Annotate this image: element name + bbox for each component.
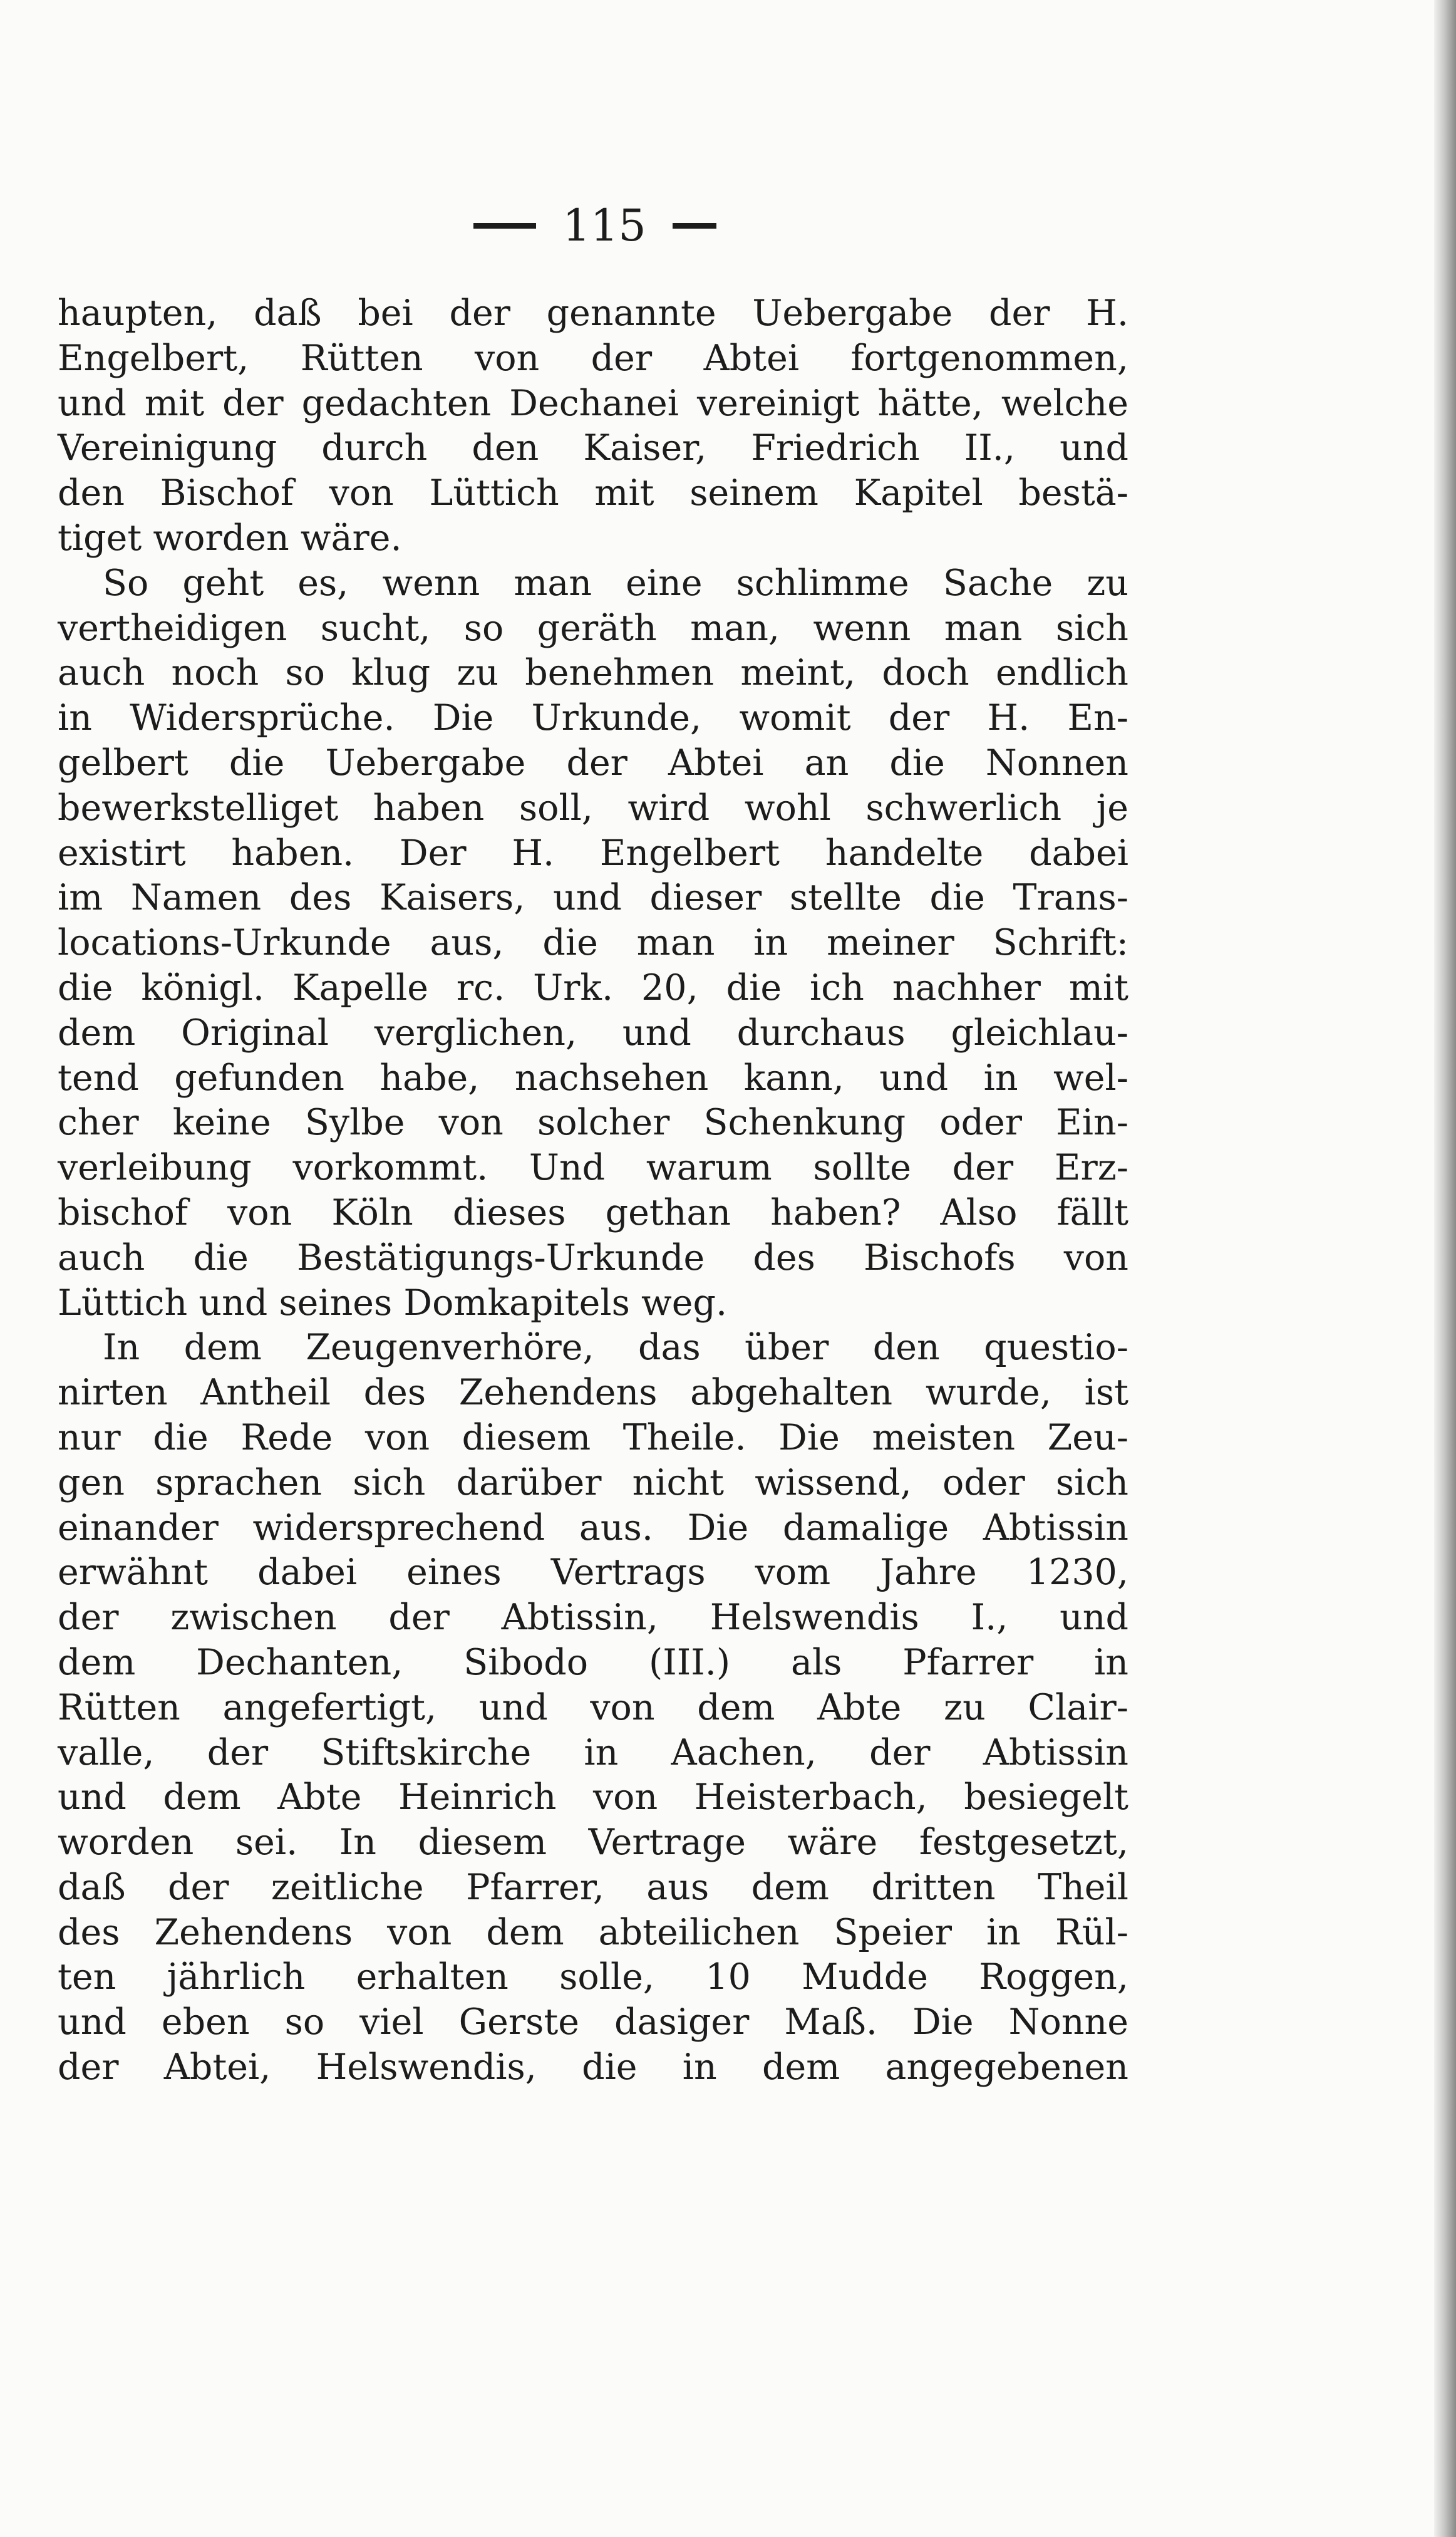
text-line: bewerkstelliget haben soll, wird wohl schwerlich je	[58, 787, 1128, 829]
text-line: auch die Bestätigungs-Urkunde des Bischofs von	[58, 1237, 1128, 1279]
text-line: gelbert die Uebergabe der Abtei an die Nonnen	[58, 742, 1128, 784]
text-line: cher keine Sylbe von solcher Schenkung oder Ein-	[58, 1102, 1128, 1144]
text-line: einander widersprechend aus. Die damalige Abtissin	[58, 1507, 1128, 1549]
text-line: verleibung vorkommt. Und warum sollte der Erz-	[58, 1147, 1128, 1189]
page-number: 115	[562, 200, 646, 251]
header-dash-left	[473, 223, 536, 229]
text-line: daß der zeitliche Pfarrer, aus dem dritten Theil	[58, 1866, 1128, 1908]
text-line: erwähnt dabei eines Vertrags vom Jahre 1230,	[58, 1552, 1128, 1594]
text-line: existirt haben. Der H. Engelbert handelte dabei	[58, 832, 1128, 874]
text-line: vertheidigen sucht, so geräth man, wenn man sich	[58, 607, 1128, 649]
text-line: der zwischen der Abtissin, Helswendis I., und	[58, 1597, 1128, 1639]
page-number-header	[451, 191, 739, 260]
body-text	[58, 291, 1128, 2090]
text-line: locations-Urkunde aus, die man in meiner Schrift:	[58, 922, 1128, 964]
text-line: und eben so viel Gerste dasiger Maß. Die Nonne	[58, 2001, 1128, 2043]
text-line: tiget worden wäre.	[58, 517, 402, 559]
text-line: den Bischof von Lüttich mit seinem Kapitel bestä-	[58, 472, 1128, 514]
text-line: dem Dechanten, Sibodo (III.) als Pfarrer in	[58, 1641, 1128, 1683]
text-line: des Zehendens von dem abteilichen Speier in Rül-	[58, 1911, 1128, 1953]
page-edge-shadow	[1434, 0, 1456, 2537]
text-line: nirten Antheil des Zehendens abgehalten wurde, ist	[58, 1372, 1128, 1414]
text-line: im Namen des Kaisers, und dieser stellte die Trans-	[58, 877, 1128, 919]
text-line: und dem Abte Heinrich von Heisterbach, besiegelt	[58, 1777, 1128, 1818]
text-line: gen sprachen sich darüber nicht wissend, oder sich	[58, 1461, 1128, 1503]
text-line: die königl. Kapelle rc. Urk. 20, die ich nachher mit	[58, 967, 1128, 1009]
text-line: Engelbert, Rütten von der Abtei fortgenommen,	[58, 337, 1128, 379]
header-dash-right	[673, 223, 716, 229]
text-line: nur die Rede von diesem Theile. Die meisten Zeu-	[58, 1416, 1128, 1458]
text-line: Vereinigung durch den Kaiser, Friedrich II., und	[58, 427, 1128, 469]
text-line: dem Original verglichen, und durchaus gleichlau-	[58, 1012, 1128, 1054]
text-line: und mit der gedachten Dechanei vereinigt hätte, welche	[58, 382, 1128, 424]
text-line: haupten, daß bei der genannte Uebergabe der H.	[58, 293, 1128, 334]
text-line: So geht es, wenn man eine schlimme Sache zu	[103, 562, 1128, 604]
text-line: der Abtei, Helswendis, die in dem angegebenen	[58, 2047, 1128, 2088]
text-line: Rütten angefertigt, und von dem Abte zu Clair-	[58, 1686, 1128, 1728]
text-line: valle, der Stiftskirche in Aachen, der Abtissin	[58, 1731, 1128, 1773]
text-line: auch noch so klug zu benehmen meint, doch endlich	[58, 652, 1128, 694]
text-line: bischof von Köln dieses gethan haben? Also fällt	[58, 1191, 1128, 1233]
text-line: ten jährlich erhalten solle, 10 Mudde Roggen,	[58, 1956, 1128, 1998]
text-line: tend gefunden habe, nachsehen kann, und in wel-	[58, 1057, 1128, 1099]
text-line: in Widersprüche. Die Urkunde, womit der H. En-	[58, 697, 1128, 739]
text-line: Lüttich und seines Domkapitels weg.	[58, 1282, 728, 1324]
text-line: worden sei. In diesem Vertrage wäre festgesetzt,	[58, 1822, 1128, 1864]
text-line: In dem Zeugenverhöre, das über den questio-	[103, 1327, 1128, 1369]
